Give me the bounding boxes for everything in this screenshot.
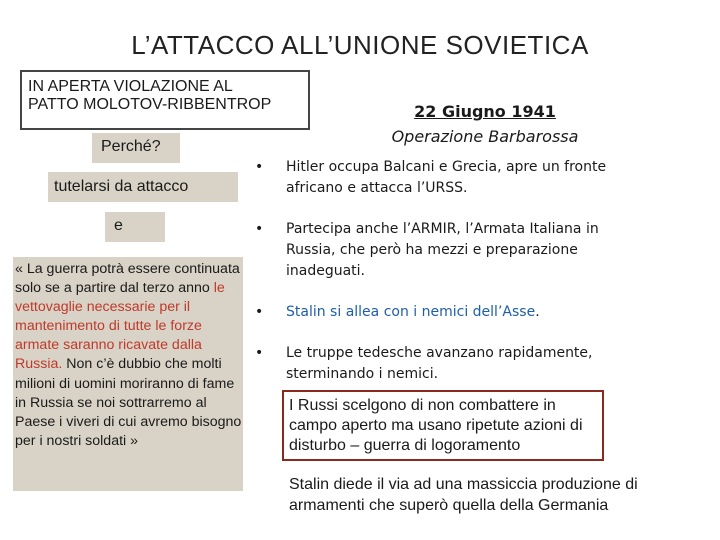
russi-box: I Russi scelgono di non combattere in campo aperto ma usano ripetute azioni di disturbo – guerra di logoramento [282,390,604,461]
quote-part1: « La guerra potrà essere continuata solo se a partire dal terzo anno [15,261,240,297]
bullet-dot: • [255,304,264,320]
e-label: e [105,212,165,242]
bullet-text-container [286,302,631,323]
bullet-text: Partecipa anche l’ARMIR, l’Armata Italiana in Russia, che però ha mezzi e preparazione inadeguati. [286,221,599,279]
bullet-dot: • [255,159,264,175]
perche-label: Perché? [92,133,180,163]
bullet-text: Hitler occupa Balcani e Grecia, apre un fronte africano e attacca l’URSS. [286,159,607,196]
violation-text: IN APERTA VIOLAZIONE AL PATTO MOLOTOV-RIBBENTROP [28,78,272,113]
date-heading: 22 Giugno 1941 [414,102,556,121]
quote-highlight: le vettovaglie necessarie per il mantenimento di tutte le forze armate saranno ricavate dalla Russia. [15,280,225,373]
bullet-text: Stalin si allea con i nemici dell’Asse [286,304,536,320]
tutelarsi-label: tutelarsi da attacco [48,172,238,202]
date-block [325,100,645,150]
violation-box [20,70,310,130]
bullet-dot: • [255,221,264,237]
quote-part3: Non c’è dubbio che molti milioni di uomini moriranno di fame in Russia se noi sottrarremo al Paese i viveri di cui avremo bisogno per i nostri soldati » [15,356,242,449]
bullet-text: Le truppe tedesche avanzano rapidamente, sterminando i nemici. [286,345,593,382]
stalin-text: Stalin diede il via ad una massiccia produzione di armamenti che superò quella della Germania [289,476,638,514]
bullet-dot: • [255,345,264,361]
slide-title: L’ATTACCO ALL’UNIONE SOVIETICA [131,30,589,60]
bullet-text-period: . [535,304,540,320]
operation-name: Operazione Barbarossa [391,127,579,146]
quote-box [13,257,243,491]
